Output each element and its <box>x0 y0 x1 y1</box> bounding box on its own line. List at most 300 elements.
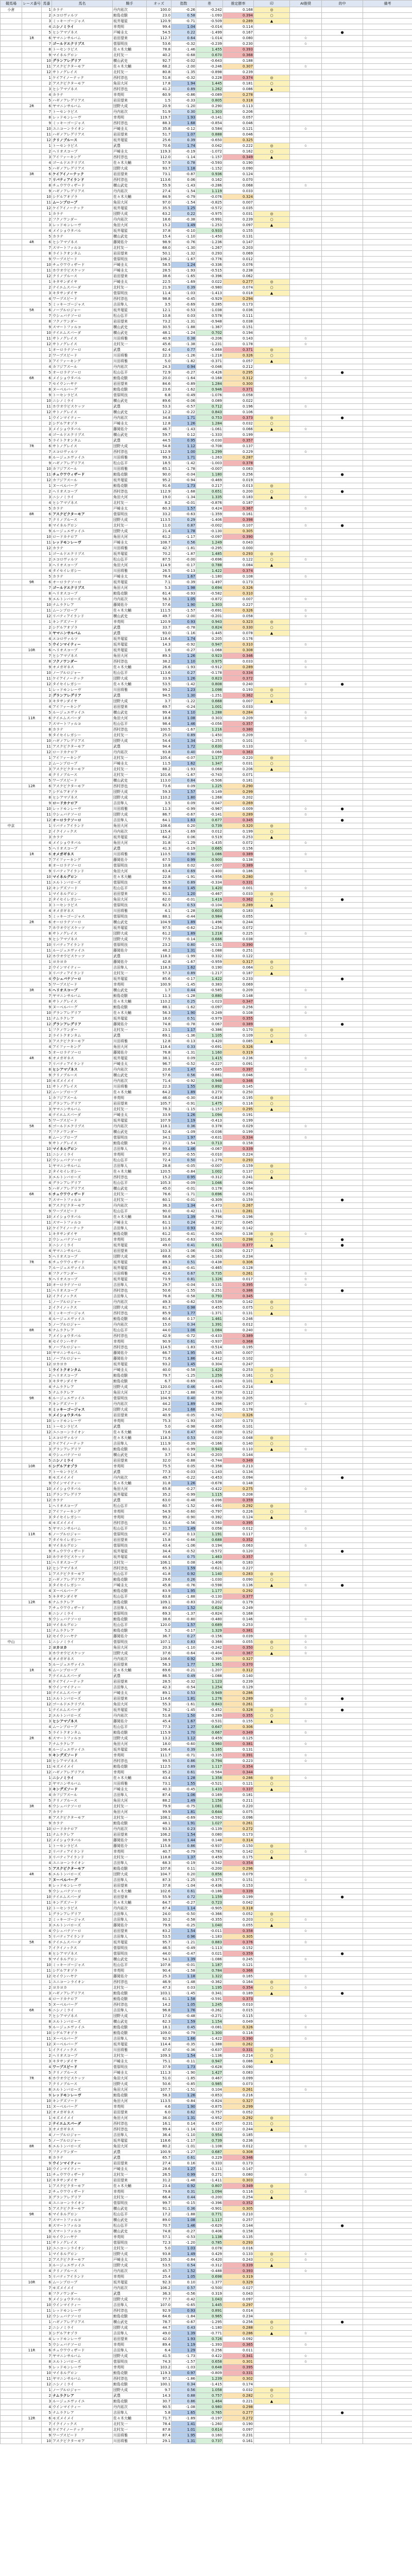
horse-name[interactable]: ロードカナロア <box>52 750 113 755</box>
horse-name[interactable]: エルトンバローズ <box>52 1872 113 1877</box>
horse-name[interactable]: オメガギネス <box>52 665 113 670</box>
horse-name[interactable]: キタサンダイヤ <box>52 279 113 285</box>
horse-name[interactable]: ノーブルロジャー <box>52 1532 113 1537</box>
horse-name[interactable]: グランアレグリア <box>52 58 113 64</box>
horse-name[interactable]: ミッキーゴージャス <box>52 1917 113 1923</box>
horse-name[interactable]: キングズソード <box>52 619 113 625</box>
horse-name[interactable]: ナムラクレア <box>52 1741 113 1747</box>
horse-name[interactable]: セイウンハヤテ <box>52 1339 113 1345</box>
horse-name[interactable]: ヒシアマゾネス <box>52 1067 113 1073</box>
horse-name[interactable]: メイショウタバル <box>52 376 113 381</box>
horse-name[interactable]: ヘリオスコープ <box>52 1254 113 1260</box>
horse-name[interactable]: カラテ <box>52 1498 113 1503</box>
column-header[interactable]: 的中 <box>322 1 363 7</box>
horse-name[interactable]: タイセイレガシー <box>52 733 113 738</box>
horse-name[interactable]: カラテ <box>52 1821 113 1826</box>
horse-name[interactable]: ライトクオンタム <box>52 438 113 444</box>
horse-name[interactable]: ミッキーゴージャス <box>52 1311 113 1316</box>
horse-name[interactable]: キングズソード <box>52 1900 113 1906</box>
horse-name[interactable]: レッドモンレーヴ <box>52 1418 113 1424</box>
horse-name[interactable]: オーロラテソーロ <box>52 580 113 585</box>
horse-name[interactable]: スマートファルコ <box>52 1736 113 1741</box>
horse-name[interactable]: セイウンハヤテ <box>52 1974 113 1979</box>
horse-name[interactable]: ハギノアレグリアス <box>52 738 113 744</box>
horse-name[interactable]: キタサンダイヤ <box>52 1594 113 1600</box>
horse-name[interactable]: テイエムスパーダ <box>52 1690 113 1696</box>
horse-name[interactable]: アイファーキング <box>52 755 113 761</box>
horse-name[interactable]: フクノワンダー <box>52 319 113 325</box>
horse-name[interactable]: エコロヴァルツ <box>52 1435 113 1441</box>
horse-name[interactable]: ムーンプローブ <box>52 1135 113 1141</box>
horse-name[interactable]: ノーブルロジャー <box>52 1345 113 1350</box>
horse-name[interactable]: ルージュエヴァイユ <box>52 1662 113 1668</box>
horse-name[interactable]: エルトンバローズ <box>52 1923 113 1928</box>
horse-name[interactable]: サトノグレイス <box>52 1084 113 1090</box>
horse-name[interactable]: ヘリオスコープ <box>52 846 113 852</box>
horse-name[interactable]: テイエムスパーダ <box>52 716 113 721</box>
horse-name[interactable]: ウシュバテソーロ <box>52 1452 113 1458</box>
horse-name[interactable]: ハギノアレグリアス <box>52 1991 113 1996</box>
horse-name[interactable]: ルージュエヴァイユ <box>52 1316 113 1322</box>
horse-name[interactable]: サトノグレイス <box>52 931 113 937</box>
horse-name[interactable]: カラテ <box>52 211 113 217</box>
horse-name[interactable]: ヤマニンサルバム <box>52 1526 113 1532</box>
horse-name[interactable]: マイネルグロン <box>52 1957 113 1962</box>
horse-name[interactable]: テイエムスパーダ <box>52 330 113 336</box>
horse-name[interactable]: カフジアスール <box>52 1095 113 1101</box>
horse-name[interactable]: キタサンダイヤ <box>52 1379 113 1384</box>
column-header[interactable]: 騎手 <box>113 1 147 7</box>
horse-name[interactable]: シゲルアオゾラ <box>52 789 113 795</box>
horse-name[interactable]: クリノブルース <box>52 772 113 778</box>
horse-name[interactable]: ノーブルロジャー <box>52 308 113 313</box>
horse-name[interactable]: オーロラテソーロ <box>52 370 113 376</box>
horse-name[interactable]: ナムラクレア <box>52 1600 113 1605</box>
horse-name[interactable]: クリノブルース <box>52 517 113 523</box>
horse-name[interactable]: トーセンラピス <box>52 47 113 53</box>
horse-name[interactable]: ヤマニンサルバム <box>52 993 113 999</box>
horse-name[interactable]: アスクビクターモア <box>52 744 113 750</box>
horse-name[interactable]: ルージュエヴァイユ <box>52 710 113 716</box>
horse-name[interactable]: ナムラクレア <box>52 1016 113 1022</box>
horse-name[interactable]: アイファーキング <box>52 1044 113 1050</box>
horse-name[interactable]: イクイノックス <box>52 1945 113 1951</box>
horse-name[interactable]: ヒシアマゾネス <box>52 1719 113 1724</box>
horse-name[interactable]: アイファーキング <box>52 1509 113 1515</box>
column-header[interactable]: 印 <box>254 1 290 7</box>
horse-name[interactable]: ルージュエヴァイユ <box>52 1396 113 1401</box>
horse-name[interactable]: ウインマイティー <box>52 642 113 648</box>
horse-name[interactable]: ゴールドエクリプス <box>52 1702 113 1707</box>
horse-name[interactable]: ヤマニンサルバム <box>52 631 113 636</box>
horse-name[interactable]: ハギノアレグリアス <box>52 1577 113 1583</box>
horse-name[interactable]: トーセンラピス <box>52 1469 113 1475</box>
horse-name[interactable]: サトノグレイス <box>52 444 113 449</box>
horse-name[interactable]: ヘリオスコープ <box>52 563 113 568</box>
horse-name[interactable]: サトノグレイス <box>52 336 113 342</box>
horse-name[interactable]: ワープスピード <box>52 982 113 988</box>
horse-name[interactable]: オーロラテソーロ <box>52 920 113 925</box>
horse-name[interactable]: リバティアイランド <box>52 971 113 976</box>
horse-name[interactable]: エルトンバローズ <box>52 1713 113 1719</box>
horse-name[interactable]: ロードカナロア <box>52 1996 113 2002</box>
horse-name[interactable]: シゲルアオゾラ <box>52 1968 113 1974</box>
horse-name[interactable]: リバティアイランド <box>52 1849 113 1855</box>
horse-name[interactable]: ムーンプローブ <box>52 1090 113 1095</box>
horse-name[interactable]: アスクビクターモア <box>52 1866 113 1872</box>
horse-name[interactable]: リバティアイランド <box>52 823 113 829</box>
horse-name[interactable]: クリノブルース <box>52 138 113 143</box>
horse-name[interactable]: アスクビクターモア <box>52 767 113 772</box>
horse-name[interactable]: サトノグレイス <box>52 342 113 347</box>
horse-name[interactable]: ヌーベルバーグ <box>52 2002 113 2008</box>
horse-name[interactable]: アスクビクターモア <box>52 1039 113 1044</box>
column-header[interactable]: オッズ <box>147 1 171 7</box>
horse-name[interactable]: マイネルグロン <box>52 891 113 897</box>
column-header[interactable]: 馬名 <box>52 1 113 7</box>
horse-name[interactable]: ニシノミライ <box>52 1243 113 1248</box>
horse-name[interactable]: ノーブルロジャー <box>52 1356 113 1362</box>
horse-name[interactable]: ルージュエヴァイユ <box>52 948 113 954</box>
horse-name[interactable]: ライトクオンタム <box>52 1033 113 1039</box>
horse-name[interactable]: リバティアイランド <box>52 614 113 619</box>
horse-name[interactable]: ゴールドエクリプス <box>52 41 113 47</box>
horse-name[interactable]: ハギノアレグリアス <box>52 98 113 104</box>
horse-name[interactable]: アスクビクターモア <box>52 1815 113 1821</box>
horse-name[interactable]: ロードカナロア <box>52 1826 113 1832</box>
horse-name[interactable]: ヤマニンサルバム <box>52 1248 113 1254</box>
horse-name[interactable]: ホウオウビスケッツ <box>52 268 113 274</box>
horse-name[interactable]: イクイノックス <box>52 1305 113 1311</box>
horse-name[interactable]: カフジアスール <box>52 1792 113 1798</box>
horse-name[interactable]: ケイアイノーテック <box>52 676 113 682</box>
horse-name[interactable]: アスクビクターモア <box>52 64 113 70</box>
horse-name[interactable]: タイセイレガシー <box>52 1537 113 1543</box>
horse-name[interactable]: レッドモンレーヴ <box>52 687 113 693</box>
horse-name[interactable]: タイセイレガシー <box>52 1169 113 1175</box>
horse-name[interactable]: チュウワウィザード <box>52 262 113 268</box>
horse-name[interactable]: クリノブルース <box>52 274 113 279</box>
horse-name[interactable]: シゲルアオゾラ <box>52 421 113 427</box>
horse-name[interactable]: カラテ <box>52 1809 113 1815</box>
horse-name[interactable]: ホウオウビスケッツ <box>52 925 113 931</box>
horse-name[interactable]: ニシノミライ <box>52 495 113 500</box>
horse-name[interactable]: ウシュバテソーロ <box>52 1237 113 1243</box>
horse-name[interactable]: ルージュエヴァイユ <box>52 455 113 461</box>
horse-name[interactable]: カラテ <box>52 546 113 551</box>
horse-name[interactable]: ライトクオンタム <box>52 1367 113 1373</box>
horse-name[interactable]: マイネルグロン <box>52 53 113 58</box>
horse-name[interactable]: ワープスピード <box>52 778 113 784</box>
horse-name[interactable]: ゴールドエクリプス <box>52 160 113 166</box>
horse-name[interactable]: ケイアイノーテック <box>52 1679 113 1685</box>
horse-name[interactable]: チュウワウィザード <box>52 1549 113 1554</box>
horse-name[interactable]: マイネルグロン <box>52 1146 113 1152</box>
horse-name[interactable]: ヒシアマゾネス <box>52 1951 113 1957</box>
horse-name[interactable]: ハギノアレグリアス <box>52 189 113 194</box>
horse-name[interactable]: ヘリオスコープ <box>52 988 113 993</box>
horse-name[interactable]: ムーンプローブ <box>52 608 113 614</box>
horse-name[interactable]: ヨカヨカ <box>52 1645 113 1651</box>
horse-name[interactable]: ロードカナロア <box>52 801 113 806</box>
horse-name[interactable]: チュウワウィザード <box>52 183 113 189</box>
horse-name[interactable]: レッドモンレーヴ <box>52 223 113 228</box>
horse-name[interactable]: ムーンプローブ <box>52 1668 113 1673</box>
horse-name[interactable]: スマートファルコ <box>52 1197 113 1203</box>
horse-name[interactable]: アスクビクターモア <box>52 784 113 789</box>
horse-name[interactable]: アイファーキング <box>52 704 113 710</box>
horse-name[interactable]: ゴールドエクリプス <box>52 432 113 438</box>
horse-name[interactable]: レッドモンレーヴ <box>52 115 113 121</box>
horse-name[interactable]: トーセンラピス <box>52 109 113 115</box>
horse-name[interactable]: カラテ <box>52 727 113 733</box>
horse-name[interactable]: ワープスピード <box>52 353 113 359</box>
horse-name[interactable]: ヒシアマゾネス <box>52 937 113 942</box>
horse-name[interactable]: シゲルアオゾラ <box>52 194 113 200</box>
horse-name[interactable]: ヤマニンサルバム <box>52 1107 113 1112</box>
horse-name[interactable]: カラテ <box>52 835 113 840</box>
horse-name[interactable]: ヤマニンサルバム <box>52 1350 113 1356</box>
horse-name[interactable]: ケイアイノーテック <box>52 1226 113 1231</box>
horse-name[interactable]: ニシノミライ <box>52 398 113 404</box>
horse-name[interactable]: チュウワウィザード <box>52 1605 113 1611</box>
horse-name[interactable]: ヌーベルバーグ <box>52 1005 113 1010</box>
horse-name[interactable]: ヒシアマゾネス <box>52 30 113 36</box>
horse-name[interactable]: ミッキーゴージャス <box>52 1962 113 1968</box>
horse-name[interactable]: カフジアスール <box>52 478 113 483</box>
horse-name[interactable]: メイショウタバル <box>52 1413 113 1418</box>
horse-name[interactable]: オメガギネス <box>52 852 113 857</box>
horse-name[interactable]: ニシノミライ <box>52 1458 113 1464</box>
column-header[interactable]: 差 <box>196 1 223 7</box>
horse-name[interactable]: ヌーベルバーグ <box>52 483 113 489</box>
horse-name[interactable]: オーロラテソーロ <box>52 347 113 353</box>
horse-name[interactable]: テイエムスパーダ <box>52 1707 113 1713</box>
horse-name[interactable]: ヒシアマゾネス <box>52 500 113 506</box>
horse-name[interactable]: テイエムスパーダ <box>52 1940 113 1945</box>
horse-name[interactable]: オメガギネス <box>52 908 113 914</box>
horse-name[interactable]: ワープスピード <box>52 1209 113 1214</box>
horse-name[interactable]: メイショウタバル <box>52 228 113 234</box>
horse-name[interactable]: リバティアイランド <box>52 942 113 948</box>
horse-name[interactable]: ウシュバテソーロ <box>52 1617 113 1622</box>
horse-name[interactable]: リバティアイランド <box>52 177 113 183</box>
horse-name[interactable]: ライトクオンタム <box>52 251 113 257</box>
horse-name[interactable]: グランアレグリア <box>52 693 113 699</box>
horse-name[interactable]: ヒシアマゾネス <box>52 653 113 659</box>
horse-name[interactable]: ムーンプローブ <box>52 761 113 767</box>
horse-name[interactable]: シゲルアオゾラ <box>52 625 113 631</box>
horse-name[interactable]: ヌーベルバーグ <box>52 387 113 393</box>
horse-name[interactable]: キタサンダイヤ <box>52 1231 113 1237</box>
column-header[interactable]: レース番号 <box>22 1 42 7</box>
horse-name[interactable]: グランアレグリア <box>52 1101 113 1107</box>
horse-name[interactable]: ニシノミライ <box>52 1639 113 1645</box>
horse-name[interactable]: ノーブルロジャー <box>52 1299 113 1305</box>
horse-name[interactable]: テイエムスパーダ <box>52 1112 113 1118</box>
horse-name[interactable]: スマートファルコ <box>52 721 113 727</box>
horse-name[interactable]: モズメイメイ <box>52 1078 113 1084</box>
horse-name[interactable]: タイセイレガシー <box>52 897 113 903</box>
horse-name[interactable]: ウシュバテソーロ <box>52 812 113 818</box>
column-header[interactable]: 備考 <box>363 1 412 7</box>
horse-name[interactable]: トーセンラピス <box>52 1906 113 1911</box>
column-header[interactable]: 競馬場 <box>1 1 22 7</box>
horse-name[interactable]: ウインマイティー <box>52 1481 113 1486</box>
horse-name[interactable]: レッドモンレーヴ <box>52 540 113 546</box>
horse-name[interactable]: ゴールドエクリプス <box>52 1124 113 1129</box>
horse-name[interactable]: ウインマイティー <box>52 415 113 421</box>
horse-name[interactable]: グランアレグリア <box>52 1022 113 1027</box>
horse-name[interactable]: ムーンプローブ <box>52 1724 113 1730</box>
horse-name[interactable]: ミッキーゴージャス <box>52 1407 113 1413</box>
horse-name[interactable]: ノーブルロジャー <box>52 670 113 676</box>
horse-name[interactable]: ナムラクレア <box>52 1390 113 1396</box>
horse-name[interactable]: オメガギネス <box>52 1656 113 1662</box>
horse-name[interactable]: リバティアイランド <box>52 1934 113 1940</box>
horse-name[interactable]: スマートファルコ <box>52 245 113 251</box>
horse-name[interactable]: ヘリオスコープ <box>52 1560 113 1566</box>
horse-name[interactable]: シゲルアオゾラ <box>52 1464 113 1469</box>
horse-name[interactable]: ミッキーゴージャス <box>52 19 113 24</box>
horse-name[interactable]: ナムラクレア <box>52 1328 113 1333</box>
horse-name[interactable]: イクイノックス <box>52 829 113 835</box>
horse-name[interactable]: オーロラテソーロ <box>52 1282 113 1288</box>
horse-name[interactable]: キングズソード <box>52 886 113 891</box>
horse-name[interactable]: ルージュエヴァイユ <box>52 529 113 534</box>
horse-name[interactable]: グランアレグリア <box>52 1492 113 1498</box>
horse-name[interactable]: アスクビクターモア <box>52 512 113 517</box>
horse-name[interactable]: ケイアイノーテック <box>52 172 113 177</box>
horse-name[interactable]: ナムラクレア <box>52 1832 113 1838</box>
horse-name[interactable]: エルトンバローズ <box>52 1696 113 1702</box>
horse-name[interactable]: ムーンプローブ <box>52 200 113 206</box>
horse-name[interactable]: テイエムスパーダ <box>52 285 113 291</box>
horse-name[interactable]: キングズソード <box>52 1401 113 1407</box>
horse-name[interactable]: ヘリオスコープ <box>52 1503 113 1509</box>
horse-name[interactable]: タイセイレガシー <box>52 1515 113 1520</box>
horse-name[interactable]: アスクビクターモア <box>52 81 113 87</box>
horse-name[interactable]: ヨカヨカ <box>52 959 113 965</box>
horse-name[interactable]: ヒシアマゾネス <box>52 1566 113 1571</box>
horse-name[interactable]: フクノワンダー <box>52 1129 113 1135</box>
horse-name[interactable]: モズメイメイ <box>52 1475 113 1481</box>
horse-name[interactable]: リバティアイランド <box>52 1855 113 1860</box>
column-header[interactable]: 推定勝率 <box>223 1 254 7</box>
horse-name[interactable]: メイショウタバル <box>52 1838 113 1843</box>
horse-name[interactable]: ヤマニンサルバム <box>52 104 113 109</box>
horse-name[interactable]: ルージュエヴァイユ <box>52 1265 113 1271</box>
horse-name[interactable]: ヘリオスコープ <box>52 1288 113 1294</box>
horse-name[interactable]: タイセイレガシー <box>52 568 113 574</box>
horse-name[interactable]: ニシノミライ <box>52 1152 113 1158</box>
horse-name[interactable]: ケイアイノーテック <box>52 206 113 211</box>
horse-name[interactable]: トーセンラピス <box>52 393 113 398</box>
horse-name[interactable]: フクノワンダー <box>52 1027 113 1033</box>
horse-name[interactable]: ゴールドエクリプス <box>52 585 113 591</box>
horse-name[interactable]: ユニコーンライオン <box>52 126 113 132</box>
horse-name[interactable]: ゴールドエクリプス <box>52 551 113 557</box>
horse-name[interactable]: メイショウタバル <box>52 840 113 846</box>
horse-name[interactable]: ケイアイノーテック <box>52 1441 113 1447</box>
horse-name[interactable]: サトノグレイス <box>52 999 113 1005</box>
horse-name[interactable]: ニシノミライ <box>52 1775 113 1781</box>
horse-name[interactable]: アイファーキング <box>52 155 113 160</box>
horse-name[interactable]: リバティアイランド <box>52 1061 113 1067</box>
horse-name[interactable]: オーロラテソーロ <box>52 1050 113 1056</box>
horse-name[interactable]: ミッキーゴージャス <box>52 121 113 126</box>
horse-name[interactable]: ウシュバテソーロ <box>52 1928 113 1934</box>
horse-name[interactable]: エルトンバローズ <box>52 2019 113 2025</box>
horse-name[interactable]: ミッキーゴージャス <box>52 914 113 920</box>
horse-name[interactable]: チュウワウィザード <box>52 472 113 478</box>
horse-name[interactable]: エコロヴァルツ <box>52 449 113 455</box>
horse-name[interactable]: ルージュエヴァイユ <box>52 1747 113 1753</box>
horse-name[interactable]: ライトクオンタム <box>52 1730 113 1736</box>
horse-name[interactable]: ハギノアレグリアス <box>52 461 113 466</box>
horse-name[interactable]: ヒシアマゾネス <box>52 795 113 801</box>
horse-name[interactable]: ヘリオスコープ <box>52 489 113 495</box>
horse-name[interactable]: オーロラテソーロ <box>52 818 113 823</box>
horse-name[interactable]: リバティアイランド <box>52 869 113 874</box>
horse-name[interactable]: ヒシアマゾネス <box>52 240 113 245</box>
horse-name[interactable]: ヘリオスコープ <box>52 1373 113 1379</box>
horse-name[interactable]: ロードカナロア <box>52 534 113 540</box>
horse-name[interactable]: ヌーベルバーグ <box>52 1877 113 1883</box>
horse-name[interactable]: スマートファルコ <box>52 1220 113 1226</box>
horse-name[interactable]: テイエムスパーダ <box>52 1894 113 1900</box>
horse-name[interactable]: グランアレグリア <box>52 1447 113 1452</box>
horse-name[interactable]: エルトンバローズ <box>52 597 113 602</box>
horse-name[interactable]: トーセンラピス <box>52 143 113 149</box>
horse-name[interactable]: アスクビクターモア <box>52 1571 113 1577</box>
horse-name[interactable]: カラテ <box>52 7 113 13</box>
column-header[interactable]: 指数 <box>171 1 196 7</box>
horse-name[interactable]: クリノブルース <box>52 1798 113 1804</box>
column-header[interactable]: 馬番 <box>42 1 52 7</box>
horse-name[interactable]: ノーブルロジャー <box>52 1322 113 1328</box>
horse-name[interactable]: ヘリオスコープ <box>52 1277 113 1282</box>
horse-name[interactable]: エルトンバローズ <box>52 1175 113 1180</box>
horse-name[interactable]: ミッキーゴージャス <box>52 302 113 308</box>
horse-name[interactable]: ウシュバテソーロ <box>52 1804 113 1809</box>
horse-name[interactable]: ヨカヨカ <box>52 1985 113 1991</box>
horse-name[interactable]: セイウンハヤテ <box>52 381 113 387</box>
horse-name[interactable]: アイファーキング <box>52 359 113 364</box>
horse-name[interactable]: サトノグレイス <box>52 410 113 415</box>
horse-name[interactable]: ケイアイノーテック <box>52 75 113 81</box>
horse-name[interactable]: キタサンダイヤ <box>52 291 113 296</box>
horse-name[interactable]: マイネルグロン <box>52 523 113 529</box>
horse-name[interactable]: ヒシアマゾネス <box>52 1758 113 1764</box>
horse-name[interactable]: ヤマニンサルバム <box>52 1781 113 1787</box>
horse-name[interactable]: ヘリオスコープ <box>52 591 113 597</box>
horse-name[interactable]: マイネルグロン <box>52 1622 113 1628</box>
horse-name[interactable]: メイショウタバル <box>52 1486 113 1492</box>
horse-name[interactable]: エルトンバローズ <box>52 880 113 886</box>
horse-name[interactable]: レッドモンレーヴ <box>52 806 113 812</box>
horse-name[interactable]: ウインマイティー <box>52 965 113 971</box>
horse-name[interactable]: ワープスピード <box>52 257 113 262</box>
horse-name[interactable]: キングズソード <box>52 1753 113 1758</box>
horse-name[interactable]: グランアレグリア <box>52 1911 113 1917</box>
horse-name[interactable]: エコロヴァルツ <box>52 636 113 642</box>
horse-name[interactable]: フクノワンダー <box>52 1271 113 1277</box>
horse-name[interactable]: カラテ <box>52 506 113 512</box>
horse-name[interactable]: オーロラテソーロ <box>52 863 113 869</box>
horse-name[interactable]: ニシノミライ <box>52 1611 113 1617</box>
horse-name[interactable]: モズメイメイ <box>52 1520 113 1526</box>
